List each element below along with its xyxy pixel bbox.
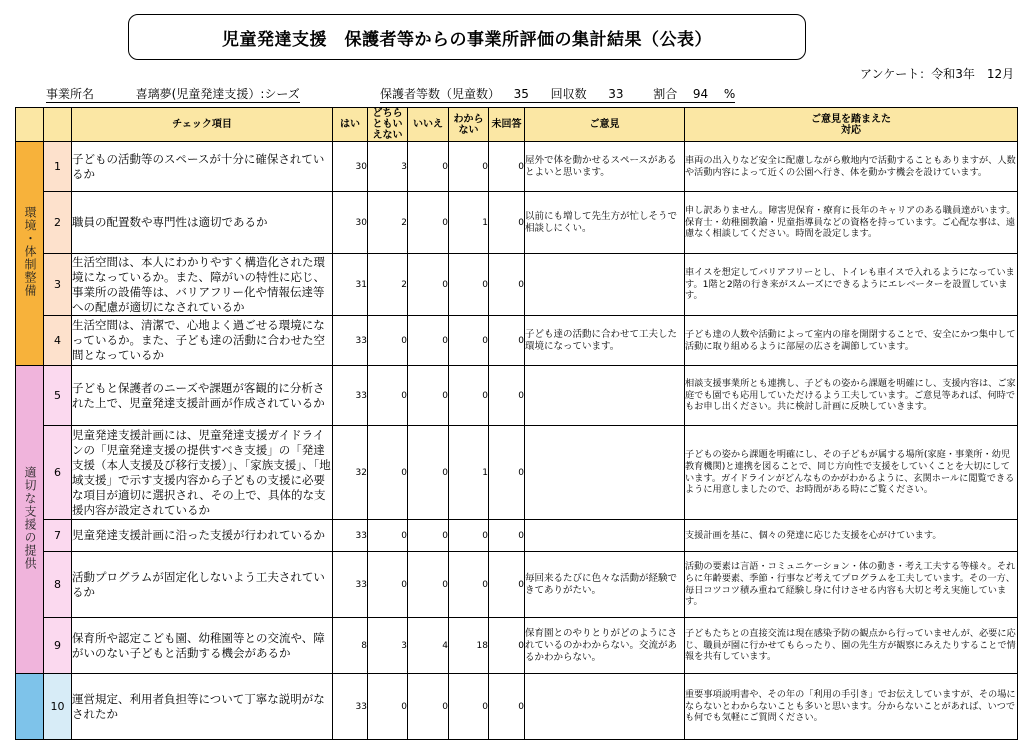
count-no: 0 <box>408 192 449 254</box>
count-unanswered: 0 <box>489 520 525 552</box>
header-unanswered: 未回答 <box>489 108 525 142</box>
count-neither: 0 <box>368 316 408 366</box>
count-unknown: 1 <box>449 426 489 520</box>
count-neither: 2 <box>368 254 408 316</box>
header-unknown: わからない <box>449 108 489 142</box>
office-label: 事業所名 <box>46 87 95 101</box>
row-number: 1 <box>44 142 72 192</box>
row-number: 10 <box>44 674 72 740</box>
count-yes: 32 <box>333 426 368 520</box>
count-neither: 0 <box>368 552 408 618</box>
count-neither: 0 <box>368 674 408 740</box>
count-unanswered: 0 <box>489 142 525 192</box>
response: 相談支援事業所とも連携し、子どもの姿から課題を明確にし、支援内容は、ご家庭でも園でも応用していただけるよう工夫しています。ご意見等あれば、何時でもお申し出ください。共に検討し計画に反映していきます。 <box>685 366 1018 426</box>
count-yes: 33 <box>333 366 368 426</box>
category-cell <box>16 142 44 366</box>
count-unknown: 1 <box>449 192 489 254</box>
count-yes: 33 <box>333 520 368 552</box>
header-neither: どちらともいえない <box>368 108 408 142</box>
opinion <box>525 426 685 520</box>
count-no: 0 <box>408 142 449 192</box>
response: 車イスを想定してバリアフリーとし、トイレも車イスで入れるようになっています。1階と2階の行き来がスムーズにできるようにエレベーターを設置しています。 <box>685 254 1018 316</box>
opinion <box>525 520 685 552</box>
count-yes: 31 <box>333 254 368 316</box>
response: 車両の出入りなど安全に配慮しながら敷地内で活動することもありますが、人数や活動内容によって近くの公園へ行き、体を動かす機会を設けています。 <box>685 142 1018 192</box>
opinion: 保育園とのやりとりがどのようにされているのかわからない。交流があるかわからない。 <box>525 618 685 674</box>
ratio-value: 94 <box>692 87 709 101</box>
opinion: 子ども達の活動に合わせて工夫した環境になっています。 <box>525 316 685 366</box>
response: 重要事項説明書や、その年の「利用の手引き」でお伝えしていますが、その場にならないとわからないことも多いと思います。分からないことがあれば、いつでも何でも気軽にご質問ください。 <box>685 674 1018 740</box>
category-label: 適切な支援の提供 <box>23 465 37 570</box>
check-item: 子どもの活動等のスペースが十分に確保されているか <box>72 142 333 192</box>
count-yes: 30 <box>333 192 368 254</box>
opinion: 屋外で体を動かせるスペースがあるとよいと思います。 <box>525 142 685 192</box>
check-item: 職員の配置数や専門性は適切であるか <box>72 192 333 254</box>
header-yes: はい <box>333 108 368 142</box>
count-no: 0 <box>408 316 449 366</box>
count-neither: 3 <box>368 618 408 674</box>
count-no: 0 <box>408 520 449 552</box>
row-number: 5 <box>44 366 72 426</box>
count-unanswered: 0 <box>489 426 525 520</box>
header-number <box>44 108 72 142</box>
header-opinion: ご意見 <box>525 108 685 142</box>
opinion: 以前にも増して先生方が忙しそうで相談しにくい。 <box>525 192 685 254</box>
count-yes: 33 <box>333 674 368 740</box>
table-row <box>16 618 1018 674</box>
table-row <box>16 552 1018 618</box>
count-no: 0 <box>408 552 449 618</box>
header-check-item: チェック項目 <box>72 108 333 142</box>
header-response-line2: 対応 <box>841 124 861 136</box>
survey-date: アンケート：令和3年 12月 <box>860 67 1015 81</box>
guardians-count: 35 <box>513 87 529 101</box>
guardians-label: 保護者等数（児童数） <box>380 87 501 101</box>
count-no: 4 <box>408 618 449 674</box>
table-row <box>16 674 1018 740</box>
check-item: 保育所や認定こども園、幼稚園等との交流や、障がいのない子どもと活動する機会があるか <box>72 618 333 674</box>
category-cell <box>16 674 44 740</box>
header-response <box>685 108 1018 142</box>
count-neither: 0 <box>368 366 408 426</box>
table-row <box>16 142 1018 192</box>
header-row <box>16 108 1018 142</box>
count-unanswered: 0 <box>489 674 525 740</box>
check-item: 生活空間は、清潔で、心地よく過ごせる環境になっているか。また、子ども達の活動に合わせた空間となっているか <box>72 316 333 366</box>
response: 子どもの姿から課題を明確にし、その子どもが属する場所(家庭・事業所・幼児教育機関)と連携を図ることで、同じ方向性で支援をしていくことを大切にしています。ガイドラインがどんなものかがわかるように、玄関ホールに閲覧できるように用意しましたので、お時間がある時にご覧ください。 <box>685 426 1018 520</box>
count-unknown: 0 <box>449 520 489 552</box>
count-unanswered: 0 <box>489 552 525 618</box>
opinion <box>525 366 685 426</box>
count-unknown: 0 <box>449 316 489 366</box>
response: 支援計画を基に、個々の発達に応じた支援を心がけています。 <box>685 520 1018 552</box>
count-neither: 0 <box>368 520 408 552</box>
category-cell <box>16 366 44 674</box>
check-item: 活動プログラムが固定化しないよう工夫されているか <box>72 552 333 618</box>
row-number: 7 <box>44 520 72 552</box>
opinion: 毎回来るたびに色々な活動が経験できてありがたい。 <box>525 552 685 618</box>
count-neither: 0 <box>368 426 408 520</box>
count-unanswered: 0 <box>489 316 525 366</box>
count-unknown: 0 <box>449 366 489 426</box>
count-unanswered: 0 <box>489 254 525 316</box>
opinion <box>525 254 685 316</box>
count-no: 0 <box>408 426 449 520</box>
check-item: 児童発達支援計画に沿った支援が行われているか <box>72 520 333 552</box>
response: 活動の要素は言語・コミュニケーション・体の動き・考え工夫する等様々。それらに年齢要素、季節・行事など考えてプログラムを工夫しています。その一方、毎日コツコツ積み重ねて経験し身に付けさせる内容も大切と考え実施しています。 <box>685 552 1018 618</box>
category-label: 環境・体制整備 <box>23 206 37 297</box>
table-row <box>16 366 1018 426</box>
count-unanswered: 0 <box>489 366 525 426</box>
responses-label: 回収数 <box>550 87 587 101</box>
header-no: いいえ <box>408 108 449 142</box>
count-neither: 2 <box>368 192 408 254</box>
count-yes: 8 <box>333 618 368 674</box>
table-row <box>16 426 1018 520</box>
count-neither: 3 <box>368 142 408 192</box>
responses-count: 33 <box>608 87 624 101</box>
count-unknown: 18 <box>449 618 489 674</box>
header-category <box>16 108 44 142</box>
count-unknown: 0 <box>449 142 489 192</box>
response: 子ども達の人数や活動によって室内の扉を開閉することで、安全にかつ集中して活動に取り組めるように部屋の広さを調節しています。 <box>685 316 1018 366</box>
count-unknown: 0 <box>449 552 489 618</box>
check-item: 生活空間は、本人にわかりやすく構造化された環境になっているか。また、障がいの特性に応じ、事業所の設備等は、バリアフリー化や情報伝達等への配慮が適切になされているか <box>72 254 333 316</box>
ratio-label: 割合 <box>653 87 678 101</box>
header-response-line1: ご意見を踏まえた <box>811 113 891 125</box>
table-row <box>16 316 1018 366</box>
evaluation-table <box>15 107 1018 740</box>
row-number: 3 <box>44 254 72 316</box>
row-number: 2 <box>44 192 72 254</box>
row-number: 6 <box>44 426 72 520</box>
count-no: 0 <box>408 254 449 316</box>
row-number: 9 <box>44 618 72 674</box>
table-row <box>16 192 1018 254</box>
table-row <box>16 254 1018 316</box>
count-no: 0 <box>408 366 449 426</box>
office-info <box>46 86 300 103</box>
count-yes: 30 <box>333 142 368 192</box>
count-unknown: 0 <box>449 674 489 740</box>
check-item: 運営規定、利用者負担等について丁寧な説明がなされたか <box>72 674 333 740</box>
page-title: 児童発達支援 保護者等からの事業所評価の集計結果（公表） <box>128 14 806 60</box>
count-yes: 33 <box>333 316 368 366</box>
count-unknown: 0 <box>449 254 489 316</box>
response: 子どもたちとの直接交流は現在感染予防の観点から行っていませんが、必要に応じ、職員が園に行かせてもらったり、園の先生方が観察にみえたりすることで情報を共有しています。 <box>685 618 1018 674</box>
response: 申し訳ありません。障害児保育・療育に長年のキャリアのある職員達がいます。保育士・幼稚園教諭・児童指導員などの資格を持っています。ご心配な事は、遠慮なく相談してください。時間を設定します。 <box>685 192 1018 254</box>
response-info <box>380 86 735 103</box>
row-number: 4 <box>44 316 72 366</box>
check-item: 児童発達支援計画には、児童発達支援ガイドラインの「児童発達支援の提供すべき支援」の「発達支援（本人支援及び移行支援）」、「家族支援」、「地域支援」で示す支援内容から子どもの支援に必要な項目が適切に選択され、その上で、具体的な支援内容が設定されているか <box>72 426 333 520</box>
row-number: 8 <box>44 552 72 618</box>
opinion <box>525 674 685 740</box>
office-name: 喜璃夢(児童発達支援）:シーズ <box>135 87 300 101</box>
count-no: 0 <box>408 674 449 740</box>
count-unanswered: 0 <box>489 618 525 674</box>
count-unanswered: 0 <box>489 192 525 254</box>
count-yes: 33 <box>333 552 368 618</box>
check-item: 子どもと保護者のニーズや課題が客観的に分析された上で、児童発達支援計画が作成されているか <box>72 366 333 426</box>
table-row <box>16 520 1018 552</box>
ratio-unit: % <box>723 87 736 101</box>
